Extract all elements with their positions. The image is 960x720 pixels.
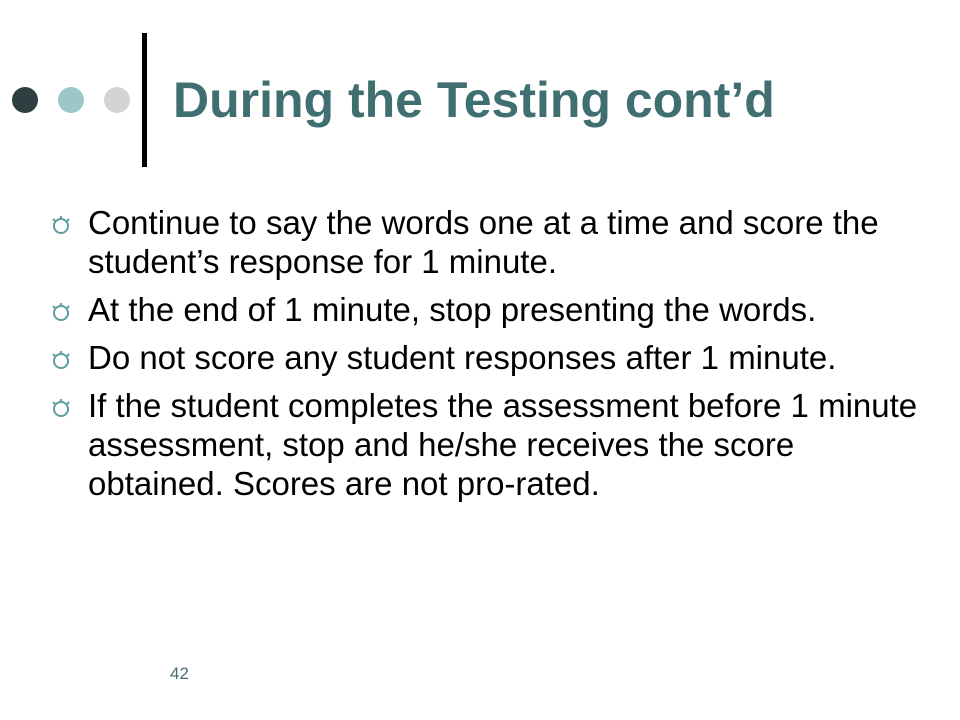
bullet-item <box>48 290 928 329</box>
page-number: 42 <box>170 664 189 683</box>
bullet-icon <box>51 215 71 235</box>
bullet-text: If the student completes the assessment before 1 minute assessment, stop and he/she receives the score obtained. Scores are not pro-rated. <box>88 387 918 502</box>
gray-dot <box>104 87 130 113</box>
bullet-icon <box>51 302 71 322</box>
bullet-icon <box>51 398 71 418</box>
bullet-text: At the end of 1 minute, stop presenting the words. <box>88 291 817 328</box>
title-divider-bar <box>142 33 147 167</box>
slide-title: During the Testing cont’d <box>173 72 775 128</box>
bullet-item <box>48 338 928 377</box>
dark-dot <box>12 87 38 113</box>
bullet-text: Continue to say the words one at a time and score the student’s response for 1 minute. <box>88 204 879 280</box>
bullet-item <box>48 203 928 281</box>
bullet-icon <box>51 350 71 370</box>
teal-dot <box>58 87 84 113</box>
bullet-list <box>48 203 928 512</box>
decorative-dots <box>12 87 130 113</box>
bullet-text: Do not score any student responses after 1 minute. <box>88 339 837 376</box>
bullet-item <box>48 386 928 503</box>
